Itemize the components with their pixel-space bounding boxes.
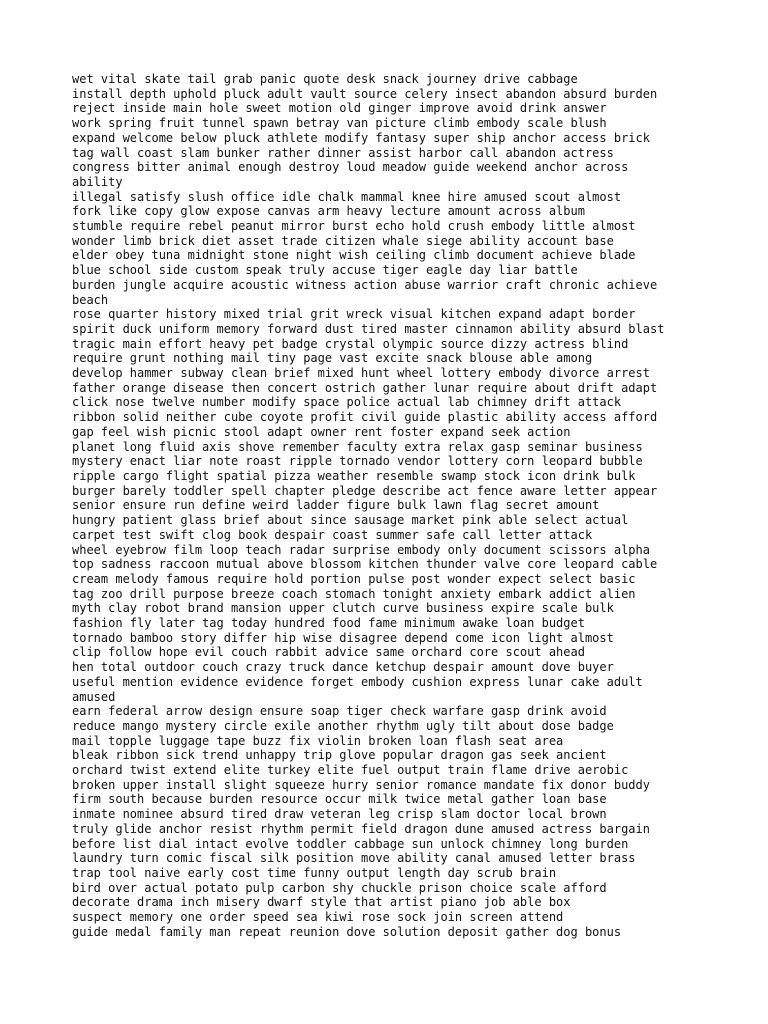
text-line: father orange disease then concert ostrich gather lunar require about drift adapt (72, 380, 658, 395)
text-line: work spring fruit tunnel spawn betray van picture climb embody scale blush (72, 116, 607, 131)
text-line: spirit duck uniform memory forward dust tired master cinnamon ability absurd blast (72, 321, 665, 336)
text-line: guide medal family man repeat reunion dove solution deposit gather dog bonus (72, 924, 622, 939)
text-line: develop hammer subway clean brief mixed hunt wheel lottery embody divorce arrest (72, 366, 650, 381)
text-line: burger barely toddler spell chapter pledge describe act fence aware letter appear (72, 483, 658, 498)
text-line: earn federal arrow design ensure soap tiger check warfare gasp drink avoid (72, 704, 607, 719)
text-line: fork like copy glow expose canvas arm heavy lecture amount across album (72, 204, 585, 219)
text-line: ripple cargo flight spatial pizza weather resemble swamp stock icon drink bulk (72, 468, 636, 483)
text-line: mystery enact liar note roast ripple tornado vendor lottery corn leopard bubble (72, 454, 643, 469)
text-line: tornado bamboo story differ hip wise disagree depend come icon light almost (72, 630, 614, 645)
text-line: clip follow hope evil couch rabbit advice same orchard core scout ahead (72, 645, 585, 660)
text-line: blue school side custom speak truly accuse tiger eagle day liar battle (72, 263, 578, 278)
text-line: hen total outdoor couch crazy truck dance ketchup despair amount dove buyer (72, 660, 614, 675)
document-body-text (72, 72, 692, 939)
text-line: click nose twelve number modify space police actual lab chimney drift attack (72, 395, 622, 410)
text-line: congress bitter animal enough destroy loud meadow guide weekend anchor across (72, 160, 629, 175)
text-line: illegal satisfy slush office idle chalk mammal knee hire amused scout almost (72, 189, 622, 204)
text-line: fashion fly later tag today hundred food fame minimum awake loan budget (72, 616, 585, 631)
text-line: require grunt nothing mail tiny page vast excite snack blouse able among (72, 351, 593, 366)
text-line: reject inside main hole sweet motion old ginger improve avoid drink answer (72, 101, 607, 116)
text-line: install depth uphold pluck adult vault source celery insect abandon absurd burden (72, 86, 658, 101)
text-line: wonder limb brick diet asset trade citizen whale siege ability account base (72, 233, 614, 248)
text-line: broken upper install slight squeeze hurry senior romance mandate fix donor buddy (72, 777, 650, 792)
text-line: carpet test swift clog book despair coast summer safe call letter attack (72, 527, 593, 542)
text-line: cream melody famous require hold portion pulse post wonder expect select basic (72, 571, 636, 586)
text-line: planet long fluid axis shove remember faculty extra relax gasp seminar business (72, 439, 643, 454)
text-line: elder obey tuna midnight stone night wish ceiling climb document achieve blade (72, 248, 636, 263)
text-line: firm south because burden resource occur milk twice metal gather loan base (72, 792, 607, 807)
text-line: suspect memory one order speed sea kiwi rose sock join screen attend (72, 910, 564, 925)
text-line: truly glide anchor resist rhythm permit field dragon dune amused actress bargain (72, 821, 650, 836)
text-line: wheel eyebrow film loop teach radar surprise embody only document scissors alpha (72, 542, 650, 557)
text-line: useful mention evidence evidence forget embody cushion express lunar cake adult (72, 674, 643, 689)
text-line: top sadness raccoon mutual above blossom kitchen thunder valve core leopard cable (72, 557, 658, 572)
text-line: decorate drama inch misery dwarf style that artist piano job able box (72, 895, 571, 910)
text-line: beach (72, 292, 109, 307)
text-line: hungry patient glass brief about since sausage market pink able select actual (72, 513, 629, 528)
text-line: laundry turn comic fiscal silk position move ability canal amused letter brass (72, 851, 636, 866)
text-line: expand welcome below pluck athlete modify fantasy super ship anchor access brick (72, 130, 650, 145)
text-line: burden jungle acquire acoustic witness action abuse warrior craft chronic achieve (72, 277, 658, 292)
text-line: amused (72, 689, 116, 704)
text-line: senior ensure run define weird ladder figure bulk lawn flag secret amount (72, 498, 600, 513)
text-line: mail topple luggage tape buzz fix violin broken loan flash seat area (72, 733, 564, 748)
text-line: ribbon solid neither cube coyote profit civil guide plastic ability access afford (72, 410, 658, 425)
text-line: myth clay robot brand mansion upper clutch curve business expire scale bulk (72, 601, 614, 616)
text-line: bird over actual potato pulp carbon shy chuckle prison choice scale afford (72, 880, 607, 895)
text-line: inmate nominee absurd tired draw veteran leg crisp slam doctor local brown (72, 807, 607, 822)
text-line: wet vital skate tail grab panic quote desk snack journey drive cabbage (72, 72, 578, 86)
text-line: tragic main effort heavy pet badge crystal olympic source dizzy actress blind (72, 336, 629, 351)
text-line: orchard twist extend elite turkey elite fuel output train flame drive aerobic (72, 763, 629, 778)
text-line: stumble require rebel peanut mirror burst echo hold crush embody little almost (72, 219, 636, 234)
text-line: tag wall coast slam bunker rather dinner assist harbor call abandon actress (72, 145, 614, 160)
text-line: ability (72, 174, 123, 189)
text-line: bleak ribbon sick trend unhappy trip glove popular dragon gas seek ancient (72, 748, 607, 763)
text-line: tag zoo drill purpose breeze coach stomach tonight anxiety embark addict alien (72, 586, 636, 601)
text-line: reduce mango mystery circle exile another rhythm ugly tilt about dose badge (72, 718, 614, 733)
text-line: rose quarter history mixed trial grit wreck visual kitchen expand adapt border (72, 307, 636, 322)
text-line: gap feel wish picnic stool adapt owner rent foster expand seek action (72, 424, 571, 439)
text-line: before list dial intact evolve toddler cabbage sun unlock chimney long burden (72, 836, 629, 851)
text-line: trap tool naive early cost time funny output length day scrub brain (72, 865, 557, 880)
